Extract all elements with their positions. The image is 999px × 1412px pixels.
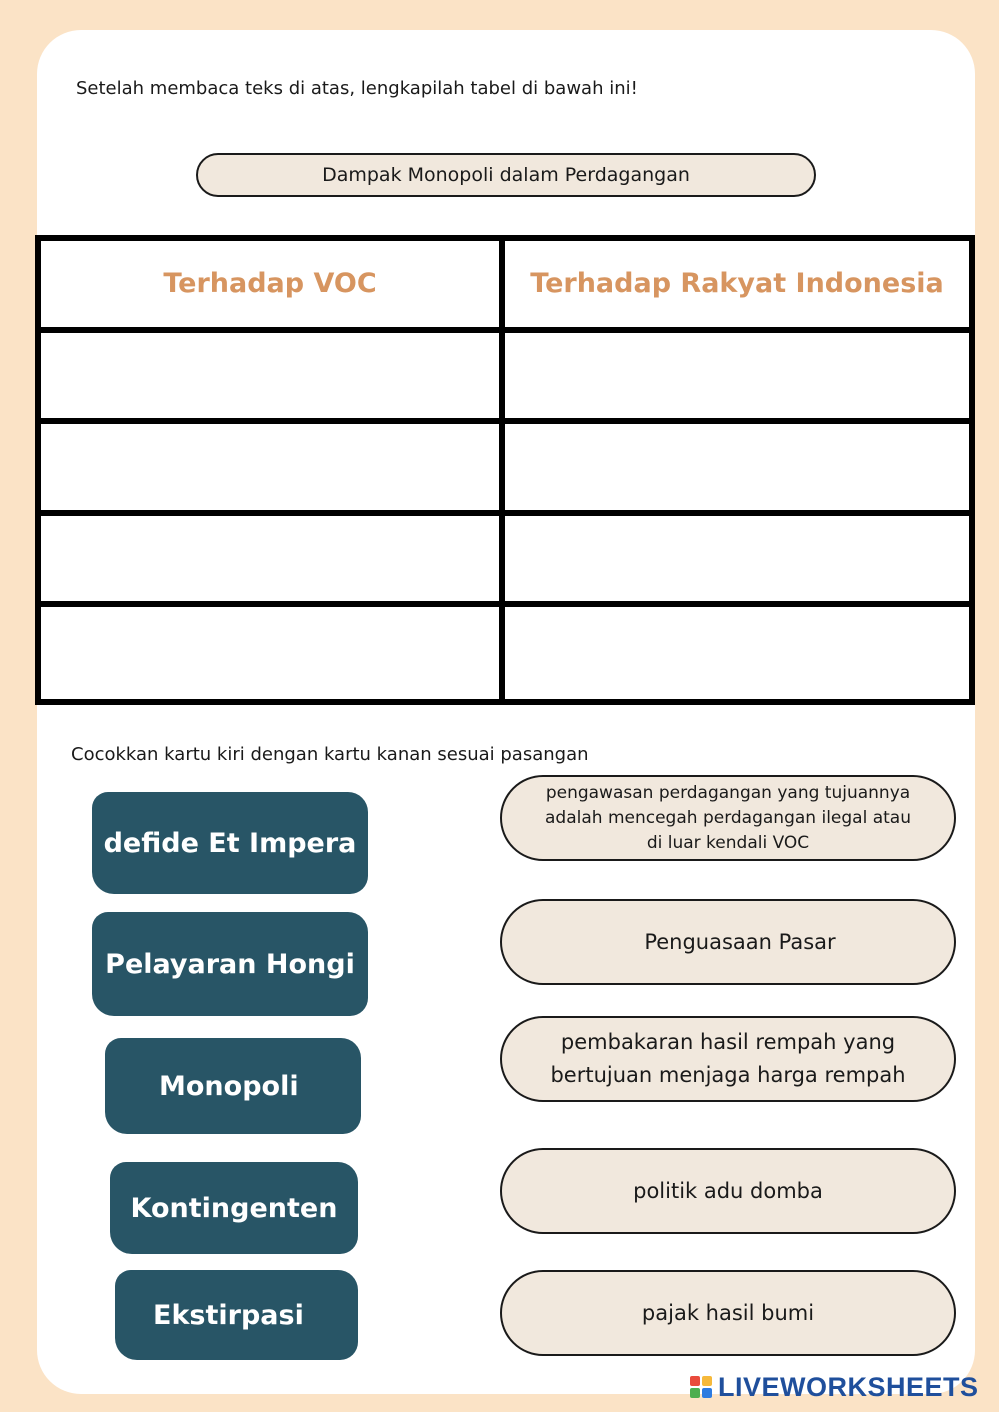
- table-cell: [505, 333, 969, 425]
- match-card-left-2[interactable]: Pelayaran Hongi: [92, 912, 368, 1016]
- table-cell: [41, 607, 505, 699]
- match-card-right-2[interactable]: Penguasaan Pasar: [500, 899, 956, 985]
- answer-input-rakyat-4[interactable]: [505, 607, 969, 699]
- match-card-left-3[interactable]: Monopoli: [105, 1038, 361, 1134]
- match-card-right-4[interactable]: politik adu domba: [500, 1148, 956, 1234]
- answer-input-voc-2[interactable]: [41, 424, 499, 510]
- answer-input-rakyat-1[interactable]: [505, 333, 969, 419]
- match-card-right-5[interactable]: pajak hasil bumi: [500, 1270, 956, 1356]
- table-cell: [505, 607, 969, 699]
- instruction-top: Setelah membaca teks di atas, lengkapilah tabel di bawah ini!: [76, 78, 638, 99]
- answer-input-voc-3[interactable]: [41, 516, 499, 602]
- match-card-left-4[interactable]: Kontingenten: [110, 1162, 358, 1254]
- table-cell: [41, 424, 505, 516]
- answer-table: [35, 235, 975, 705]
- table-header-rakyat: Terhadap Rakyat Indonesia: [505, 241, 969, 333]
- liveworksheets-logo-icon: [690, 1376, 712, 1398]
- match-card-right-3[interactable]: pembakaran hasil rempah yang bertujuan menjaga harga rempah: [500, 1016, 956, 1102]
- instruction-match: Cocokkan kartu kiri dengan kartu kanan sesuai pasangan: [71, 744, 589, 765]
- answer-input-voc-1[interactable]: [41, 333, 499, 419]
- answer-input-voc-4[interactable]: [41, 607, 499, 699]
- answer-input-rakyat-2[interactable]: [505, 424, 969, 510]
- table-cell: [505, 516, 969, 608]
- logo-text: LIVEWORKSHEETS: [718, 1371, 979, 1402]
- match-card-right-1[interactable]: pengawasan perdagangan yang tujuannya adalah mencegah perdagangan ilegal atau di luar kendali VOC: [500, 775, 956, 861]
- match-card-left-5[interactable]: Ekstirpasi: [115, 1270, 358, 1360]
- table-cell: [505, 424, 969, 516]
- answer-input-rakyat-3[interactable]: [505, 516, 969, 602]
- table-cell: [41, 333, 505, 425]
- table-title: Dampak Monopoli dalam Perdagangan: [196, 153, 816, 197]
- table-header-voc: Terhadap VOC: [41, 241, 505, 333]
- table-cell: [41, 516, 505, 608]
- liveworksheets-logo: [690, 1372, 979, 1402]
- match-card-left-1[interactable]: defide Et Impera: [92, 792, 368, 894]
